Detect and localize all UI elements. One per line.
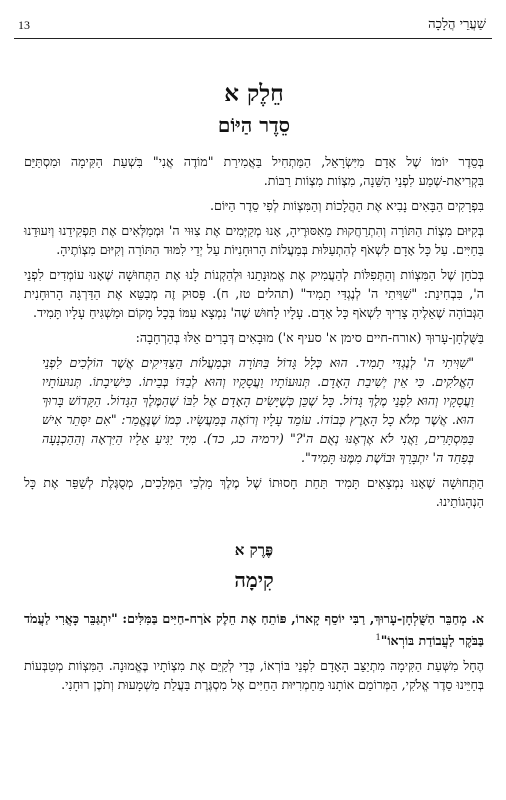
chapter-subtitle: קִימָה xyxy=(234,568,274,592)
intro-paragraph: בְּסֵדֶר יוֹמוֹ שֶׁל אָדָם מִיִּשְׂרָאֵל, הַמַּתְחִיל בַּאֲמִירַת "מוֹדֶה אֲנִי" בִּשְׁעַת הַקִּימָה וּמִסְתַּיֵּם בִּקְרִיאַת-שְׁמַע לִפְנֵי הַשֵּׁנָה, מִצְוֹות מִצְוֹות רַבּוֹת. xyxy=(24,154,484,188)
footnote-ref: 1 xyxy=(375,633,381,642)
shulchan-aruch-quote: "שִׁוִּיתִי ה' לְנֶגְדִּי תָמִיד. הוּא כְּלָל גָּדוֹל בַּתּוֹרָה וּבְמַעֲלוֹת הַצַּדִּיקִים אֲשֶׁר הוֹלְכִים לִפְנֵי הָאֱלֹקִים. כִּי אֵין יְשִׁיבַת הָאָדָם. תְּנוּעוֹתָיו וַעֲסָקָיו וְהוּא לְבַדּוֹ בְּבֵיתוֹ. כִּישִׁיבָתוֹ. תְּנוּעוֹתָיו וַעֲסָקָיו וְהוּא לִפְנֵי מֶלֶךְ גָּדוֹל. כָּל שֶׁכֵּן כְּשֶׁיָּשִׂים הָאָדָם אֶל לִבּוֹ שֶׁהַמֶּלֶךְ הַגָּדוֹל. הַקָּדוֹשׁ בָּרוּךְ הוּא. אֲשֶׁר מְלֹא כָל הָאָרֶץ כְּבוֹדוֹ. עוֹמֵד עָלָיו וְרוֹאֶה בְּמַעֲשָׂיו. כְּמוֹ שֶׁנֶּאֱמַר: "אִם יִסָּתֵר אִישׁ בַּמִּסְתָּרִים, וַאֲנִי לֹא אֶרְאֶנּוּ נְאֻם ה'?" (ירמיה כג, כד). מִיָּד יַגִּיעַ אֵלָיו הַיִּרְאָה וְהַהַכְנָעָה בְּפַחַד ה' יִתְבָּרַךְ וּבוֹשֶׁת מִמֶּנּוּ תָּמִיד". xyxy=(42,355,474,465)
shulchan-aruch-intro: בַּשֻּׁלְחָן-עָרוּךְ (אורח-חיים סימן א' סעיף א') מוּבָאִים דְּבָרִים אֵלּוּ בְּהַרְחָבָה: xyxy=(135,330,484,345)
page-content xyxy=(24,40,484,700)
paragraph-a-text: א. מְחַבֵּר הַשֻּׁלְחָן-עָרוּךְ, רַבִּי יוֹסֵף קָארוֹ, פּוֹתֵחַ אֶת חֵלֶק אֹרַח-חַיִּים בַּמִּלִּים: "יִתְגַּבֵּר כָּאֲרִי לַעֲמֹד בַּבֹּקֶר לַעֲבוֹדַת בּוֹרְאוֹ" xyxy=(24,611,484,649)
part-title: חֵלֶק א xyxy=(224,80,284,107)
closing-paragraph: הַתְּחוּשָׁה שֶׁאָנוּ נִמְצָאִים תָּמִיד תַּחַת חָסוּתוֹ שֶׁל מֶלֶךְ מַלְכֵי הַמְּלָכִים, מְסֻגֶּלֶת לְשַׁפֵּר אֶת כָּל הַנְהָגוֹתֵינוּ. xyxy=(24,475,484,509)
part-subtitle: סֵדֶר הַיּוֹם xyxy=(217,113,291,137)
mitzvot-paragraph: בְּקִיּוּם מִצְוֹת הַתּוֹרָה וְהִתְרַחֲקוּת מֵאִסּוּרֶיהָ, אָנוּ מְקַיְּמִים אֶת צִוּוּי ה' וּמְמַלְּאִים אֶת תַּפְקִידֵנוּ וְיִעוּדֵנוּ בַּחַיִּים. עַל כָּל אָדָם לִשְׁאֹף לְהִתְעַלּוּת בְּמַעֲלוֹת הָרוּחָנִיּוֹת עַל יְדֵי לִמּוּד הַתּוֹרָה וְקִיּוּם מִצְוֹתֶיהָ. xyxy=(24,223,484,257)
paragraph-b: הֶחָל מִשְּׁעַת הַקִּימָה מִתְיַצֵּב הָאָדָם לִפְנֵי בּוֹרְאוֹ, כְּדֵי לְקַיֵּם אֶת מִצְוֹתָיו בֶּאֱמוּנָה. הַמִּצְוֹות מְטַבְּעוֹת בְּחַיֵּינוּ סֵדֶר אֱלֹקִי, הַמְּרוֹמֵם אוֹתָנוּ מֵחַמְרִיּוּת הַחַיִּים אֶל מִסְגֶּרֶת בַּעֲלַת מַשְׁמָעוּת וְתֹכֶן רוּחָנִי. xyxy=(24,658,484,693)
chapters-paragraph: בִּפְרָקִים הַבָּאִים נָבִיא אֶת הַהֲלָכוֹת וְהַמִּצְוֹות לְפִי סֵדֶר הַיּוֹם. xyxy=(210,198,484,213)
book-title: שַׁעֲרֵי הֲלָכָה xyxy=(428,17,486,32)
shiviti-paragraph: בְּכֹחַן שֶׁל הַמִּצְוֹות וְהַתְּפִלּוֹת לְהַעֲמִיק אֶת אֱמוּנָתֵנוּ וּלְהַקְנוֹת לָנוּ אֶת הַתְּחוּשָׁה שֶׁאָנוּ עוֹמְדִים לִפְנֵי ה', בִּבְחִינַת: "שִׁוִּיתִי ה' לְנֶגְדִּי תָמִיד" (תהלים טז, ח). פָּסוּק זֶה מְבַטֵּא אֶת הַדַּרְגָּה הָרוּחָנִית הַגְּבוֹהָה שֶׁאֵלֶיהָ צָרִיךְ לִשְׁאֹף כָּל אָדָם. עָלָיו לָחוּשׁ שֶׁה' נִמְצָא עִמּוֹ בְּכָל מָקוֹם וּמַשְׁגִּיחַ עָלָיו תָּמִיד. xyxy=(24,267,484,320)
page-number: 13 xyxy=(18,18,30,32)
chapter-title: פֶּרֶק א xyxy=(234,541,274,559)
running-header xyxy=(14,14,492,39)
paragraph-a xyxy=(24,609,484,650)
